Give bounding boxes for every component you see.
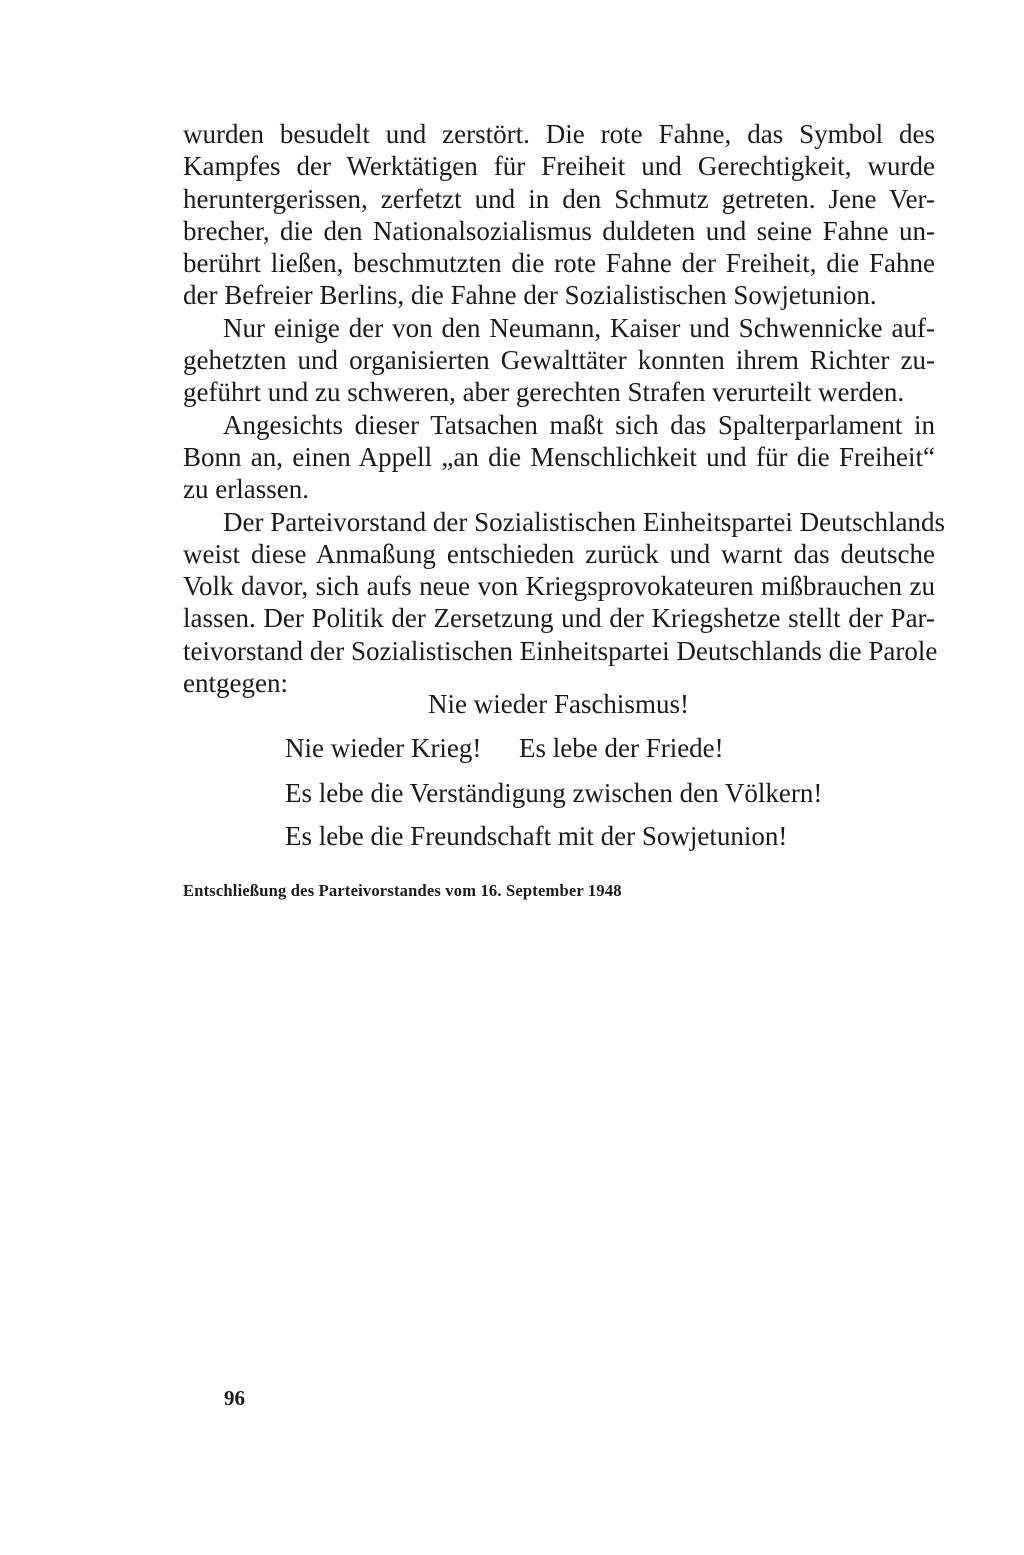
paragraph-4 [183, 506, 946, 700]
page-number: 96 [224, 1386, 245, 1410]
text-line: weist diese Anmaßung entschieden zurück und warnt das deutsche [183, 538, 935, 569]
slogan-faschismus: Nie wieder Faschismus! [428, 689, 689, 719]
slogan-krieg: Nie wieder Krieg! [285, 733, 482, 763]
slogan-voelker: Es lebe die Verständigung zwischen den Völkern! [285, 778, 823, 808]
text-line: gehetzten und organisierten Gewalttäter konnten ihrem Richter zu- [183, 345, 935, 376]
source-note: Entschließung des Parteivorstandes vom 16. September 1948 [183, 881, 622, 900]
text-line: geführt und zu schweren, aber gerechten Strafen verurteilt werden. [183, 377, 905, 408]
text-line: heruntergerissen, zerfetzt und in den Schmutz getreten. Jene Ver- [183, 183, 935, 214]
slogan-friede: Es lebe der Friede! [519, 733, 724, 763]
text-line: brecher, die den Nationalsozialismus duldeten und seine Fahne un- [183, 215, 935, 246]
paragraph-1 [183, 118, 935, 312]
text-line: lassen. Der Politik der Zersetzung und der Kriegshetze stellt der Par- [183, 603, 935, 634]
text-line: der Befreier Berlins, die Fahne der Sozialistischen Sowjetunion. [183, 280, 877, 311]
paragraph-2 [183, 312, 935, 409]
slogan-freundschaft: Es lebe die Freundschaft mit der Sowjetunion! [285, 821, 788, 851]
text-line: Nur einige der von den Neumann, Kaiser und Schwennicke auf- [223, 312, 935, 343]
text-line: Volk davor, sich aufs neue von Kriegsprovokateuren mißbrauchen zu [183, 571, 935, 602]
paragraph-3 [183, 409, 935, 506]
text-line: Bonn an, einen Appell „an die Menschlichkeit und für die Freiheit“ [183, 441, 935, 472]
text-line: teivorstand der Sozialistischen Einheitspartei Deutschlands die Parole [183, 635, 938, 666]
text-line: Angesichts dieser Tatsachen maßt sich das Spalterparlament in [223, 409, 935, 440]
text-line: Kampfes der Werktätigen für Freiheit und Gerechtigkeit, wurde [183, 151, 935, 182]
text-line: berührt ließen, beschmutzten die rote Fahne der Freiheit, die Fahne [183, 248, 935, 279]
text-line: Der Parteivorstand der Sozialistischen Einheitspartei Deutschlands [223, 506, 946, 537]
text-line: entgegen: [183, 668, 288, 699]
text-line: zu erlassen. [183, 474, 309, 505]
body-text [183, 118, 946, 699]
text-line: wurden besudelt und zerstört. Die rote Fahne, das Symbol des [183, 119, 935, 149]
